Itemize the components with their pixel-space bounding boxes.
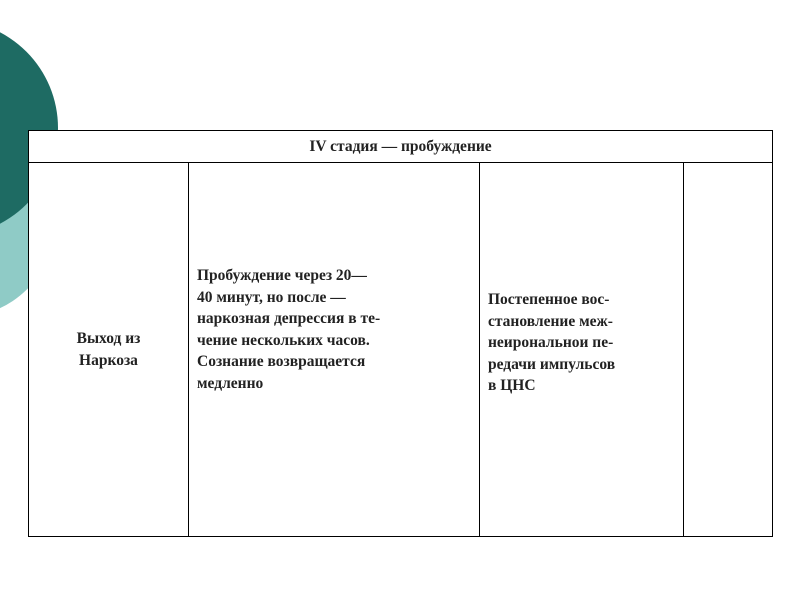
cell-clinical-signs bbox=[189, 163, 480, 537]
stage-title: IV стадия — пробуждение bbox=[309, 137, 492, 155]
cell-stage-name bbox=[29, 163, 189, 537]
mechanism-line: в ЦНС bbox=[488, 377, 536, 394]
stage-table bbox=[28, 130, 773, 537]
stage-name-line: Выход из bbox=[76, 330, 141, 347]
clinical-signs-line: медленно bbox=[197, 374, 264, 392]
mechanism-line: Постепенное вос- bbox=[488, 291, 610, 308]
table-header-cell bbox=[29, 131, 773, 163]
clinical-signs-line: 40 минут, но после — bbox=[197, 288, 346, 306]
cell-mechanism bbox=[480, 163, 684, 537]
table-row bbox=[29, 163, 773, 537]
table-header-row bbox=[29, 131, 773, 163]
mechanism-line: неирональнои пе- bbox=[488, 334, 614, 351]
clinical-signs-line: чение нескольких часов. bbox=[197, 331, 370, 349]
cell-empty bbox=[684, 163, 773, 537]
mechanism-line: становление меж- bbox=[488, 312, 613, 330]
clinical-signs-line: наркозная депрессия в те- bbox=[197, 310, 381, 327]
clinical-signs-line: Сознание возвращается bbox=[197, 353, 366, 370]
clinical-signs-line: Пробуждение через 20— bbox=[197, 267, 367, 284]
stage-name-line: Наркоза bbox=[79, 351, 138, 369]
mechanism-line: редачи импульсов bbox=[488, 355, 616, 373]
